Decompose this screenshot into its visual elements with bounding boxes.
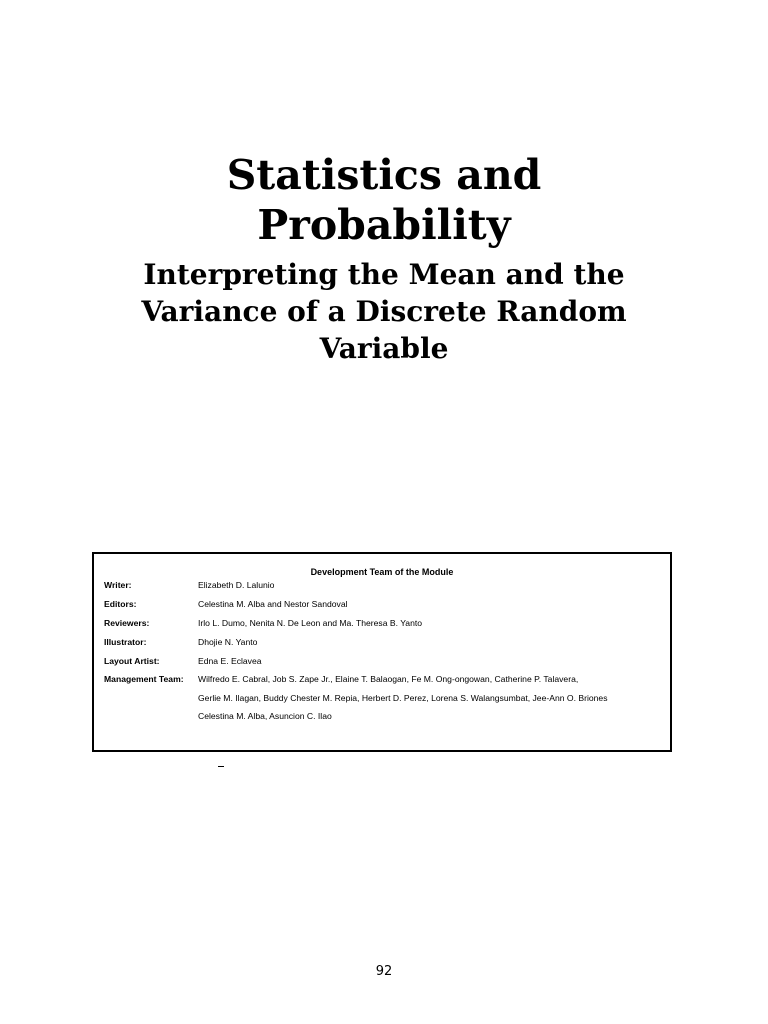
- team-row-value: Celestina M. Alba, Asuncion C. Ilao: [198, 711, 332, 721]
- stray-dash-mark: [218, 766, 224, 767]
- team-row-value: Wilfredo E. Cabral, Job S. Zape Jr., Elaine T. Balaogan, Fe M. Ong-ongowan, Catherine P. Talavera,: [198, 674, 579, 684]
- team-row-value: Dhojie N. Yanto: [198, 637, 258, 647]
- main-title-line-2: Probability: [257, 201, 511, 249]
- title-block: [0, 150, 768, 367]
- team-row-label: Writer:: [104, 580, 132, 590]
- subtitle-line-3: Variable: [319, 332, 449, 365]
- subtitle-line-1: Interpreting the Mean and the: [143, 258, 625, 291]
- team-row-value: Gerlie M. Ilagan, Buddy Chester M. Repia, Herbert D. Perez, Lorena S. Walangsumbat, Jee-Ann O. Briones: [198, 693, 608, 703]
- subtitle: [0, 256, 768, 367]
- team-row-value: Celestina M. Alba and Nestor Sandoval: [198, 599, 348, 609]
- team-row-value: Irlo L. Dumo, Nenita N. De Leon and Ma. Theresa B. Yanto: [198, 618, 423, 628]
- team-row-label: Editors:: [104, 599, 137, 609]
- main-title-line-1: Statistics and: [226, 151, 542, 199]
- main-title: [0, 150, 768, 250]
- subtitle-line-2: Variance of a Discrete Random: [141, 295, 627, 328]
- team-row-value: Elizabeth D. Lalunio: [198, 580, 275, 590]
- team-row-value: Edna E. Eclavea: [198, 656, 262, 666]
- team-heading: Development Team of the Module: [310, 567, 454, 577]
- development-team-box: [92, 552, 672, 752]
- team-row-label: Layout Artist:: [104, 656, 160, 666]
- page-number: 92: [375, 964, 393, 979]
- team-row-label: Illustrator:: [104, 637, 147, 647]
- team-row-label: Management Team:: [104, 674, 184, 684]
- team-row-label: Reviewers:: [104, 618, 150, 628]
